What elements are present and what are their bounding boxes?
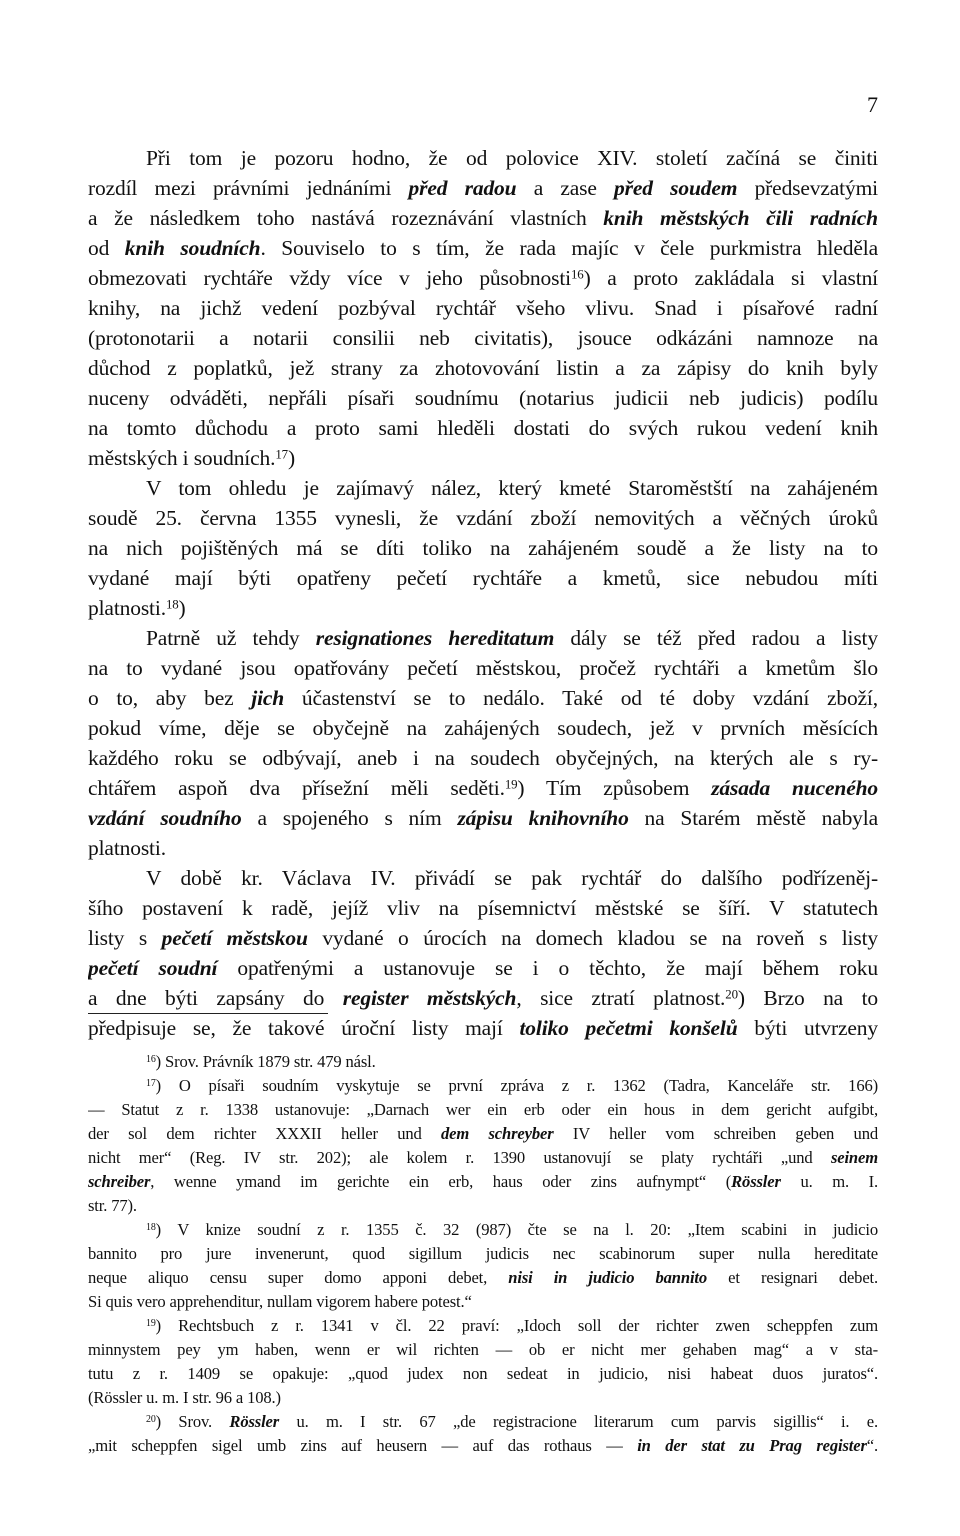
body-line: soudě 25. června 1355 vynesli, že vzdání zboží nemovitých a věčných úroků (88, 506, 878, 530)
footnote-line: $^{16}$) Srov. Právník 1879 str. 479 násl. (146, 1052, 376, 1071)
body-line: pečetí soudní opatřenými a ustanovuje se i o těchto, že mají během roku (88, 956, 878, 980)
footnote-line: Si quis vero apprehenditur, nullam vigorem habere potest.“ (88, 1292, 472, 1311)
body-line: na tomto důchodu a proto sami hleděli dostati do svých rukou vedení knih (88, 416, 878, 440)
body-line: vzdání soudního a spojeného s ním zápisu knihovního na Starém městě nabyla (88, 806, 878, 830)
body-line: knihy, na jichž vedení pozbýval rychtář všeho vlivu. Snad i písařové radní (88, 296, 878, 320)
footnote-line: (Rössler u. m. I str. 96 a 108.) (88, 1388, 281, 1407)
footnote-line: tutu z r. 1409 se opakuje: „quod judex non sedeat in judicio, nisi habeat duos juratos“. (88, 1364, 878, 1383)
body-line: a dne býti zapsány do register městských, sice ztratí platnost.$^{20}$) Brzo na to (88, 986, 878, 1010)
body-line: listy s pečetí městskou vydané o úrocích na domech kladou se na roveň s listy (88, 926, 878, 950)
footnote-line: $^{20}$) Srov. Rössler u. m. I str. 67 „de registracione literarum cum parvis sigillis“ i. e. (146, 1412, 878, 1431)
footnote-line: schreiber, wenne ymand im gerichte ein erb, haus oder zins aufnympt“ (Rössler u. m. I. (88, 1172, 878, 1191)
body-line: V době kr. Václava IV. přivádí se pak rychtář do dalšího podřízeněj- (146, 866, 878, 890)
footnote-line: $^{17}$) O písaři soudním vyskytuje se první zpráva z r. 1362 (Tadra, Kanceláře str. 166) (146, 1076, 878, 1095)
body-line: platnosti. (88, 836, 166, 860)
footnote-line: nicht mer“ (Reg. IV str. 202); ale kolem r. 1390 ustanovují se platy rychtáři „und seinem (88, 1148, 878, 1167)
body-line: Patrně už tehdy resignationes hereditatum dály se též před radou a listy (146, 626, 878, 650)
body-line: městských i soudních.$^{17}$) (88, 446, 295, 470)
body-line: každého roku se odbývají, aneb i na soudech obyčejných, na kterých ale s ry- (88, 746, 878, 770)
body-line: Při tom je pozoru hodno, že od polovice XIV. století začíná se činiti (146, 146, 878, 170)
body-line: vydané mají býti opatřeny pečetí rychtáře a kmetů, sice nebudou míti (88, 566, 878, 590)
body-line: rozdíl mezi právními jednáními před radou a zase před soudem předsevzatými (88, 176, 878, 200)
body-line: na nich pojištěných má se díti toliko na zahájeném soudě a že listy na to (88, 536, 878, 560)
body-line: od knih soudních. Souviselo to s tím, že rada majíc v čele purkmistra hleděla (88, 236, 878, 260)
body-line: předpisuje se, že takové úroční listy mají toliko pečetmi konšelů býti utvrzeny (88, 1016, 878, 1040)
body-line: (protonotarii a notarii consilii neb civitatis), jsouce odkázáni namnoze na (88, 326, 878, 350)
footnote-line: minnystem pey ym haben, wenn er wil richten — ob er nicht mer gehaben mag“ a v sta- (88, 1340, 878, 1359)
footnote-line: $^{19}$) Rechtsbuch z r. 1341 v čl. 22 praví: „Idoch soll der richter zwen scheppfen zum (146, 1316, 878, 1335)
footnote-line: bannito pro jure invenerunt, quod sigillum judicis nec scabinorum super nulla hereditate (88, 1244, 878, 1263)
footnote-line: „mit scheppfen sigel umb zins auf heusern — auf das rothaus — in der stat zu Prag register“. (88, 1436, 878, 1455)
body-line: V tom ohledu je zajímavý nález, který kmeté Staroměstští na zahájeném (146, 476, 878, 500)
body-line: pokud víme, děje se obyčejně na zahájených soudech, jež v prvních měsících (88, 716, 878, 740)
body-line: šího postavení k radě, jejíž vliv na písemnictví městské se šíří. V statutech (88, 896, 878, 920)
footnote-line: str. 77). (88, 1196, 137, 1215)
body-line: o to, aby bez jich účastenství se to nedálo. Také od té doby vzdání zboží, (88, 686, 878, 710)
body-line: důchod z poplatků, jež strany za zhotovování listin a za zápisy do knih byly (88, 356, 878, 380)
footnote-line: $^{18}$) V knize soudní z r. 1355 č. 32 (987) čte se na l. 20: „Item scabini in judicio (146, 1220, 878, 1239)
body-line: chtářem aspoň dva přísežní měli seděti.$^{19}$) Tím způsobem zásada nuceného (88, 776, 878, 800)
body-line: a že následkem toho nastává rozeznávání vlastních knih městských čili radních (88, 206, 878, 230)
footnote-line: der sol dem richter XXXII heller und dem schreyber IV heller vom schreiben geben und (88, 1124, 878, 1143)
body-line: na to vydané jsou opatřovány pečetí městskou, pročež rychtáři a kmetům šlo (88, 656, 878, 680)
page-number: 7 (867, 92, 878, 117)
footnote-line: neque aliquo censu super domo apponi debet, nisi in judicio bannito et resignari debet. (88, 1268, 878, 1287)
footnote-divider (88, 1013, 328, 1014)
body-line: platnosti.$^{18}$) (88, 596, 186, 620)
body-line: obmezovati rychtáře vždy více v jeho působnosti$^{16}$) a proto zakládala si vlastní (88, 266, 878, 290)
body-line: nuceny odváděti, nepřáli písaři soudnímu (notarius judicii neb judicis) podílu (88, 386, 878, 410)
footnote-line: — Statut z r. 1338 ustanovuje: „Darnach wer ein erb oder ein hous in dem gericht aufgibt, (88, 1100, 878, 1119)
